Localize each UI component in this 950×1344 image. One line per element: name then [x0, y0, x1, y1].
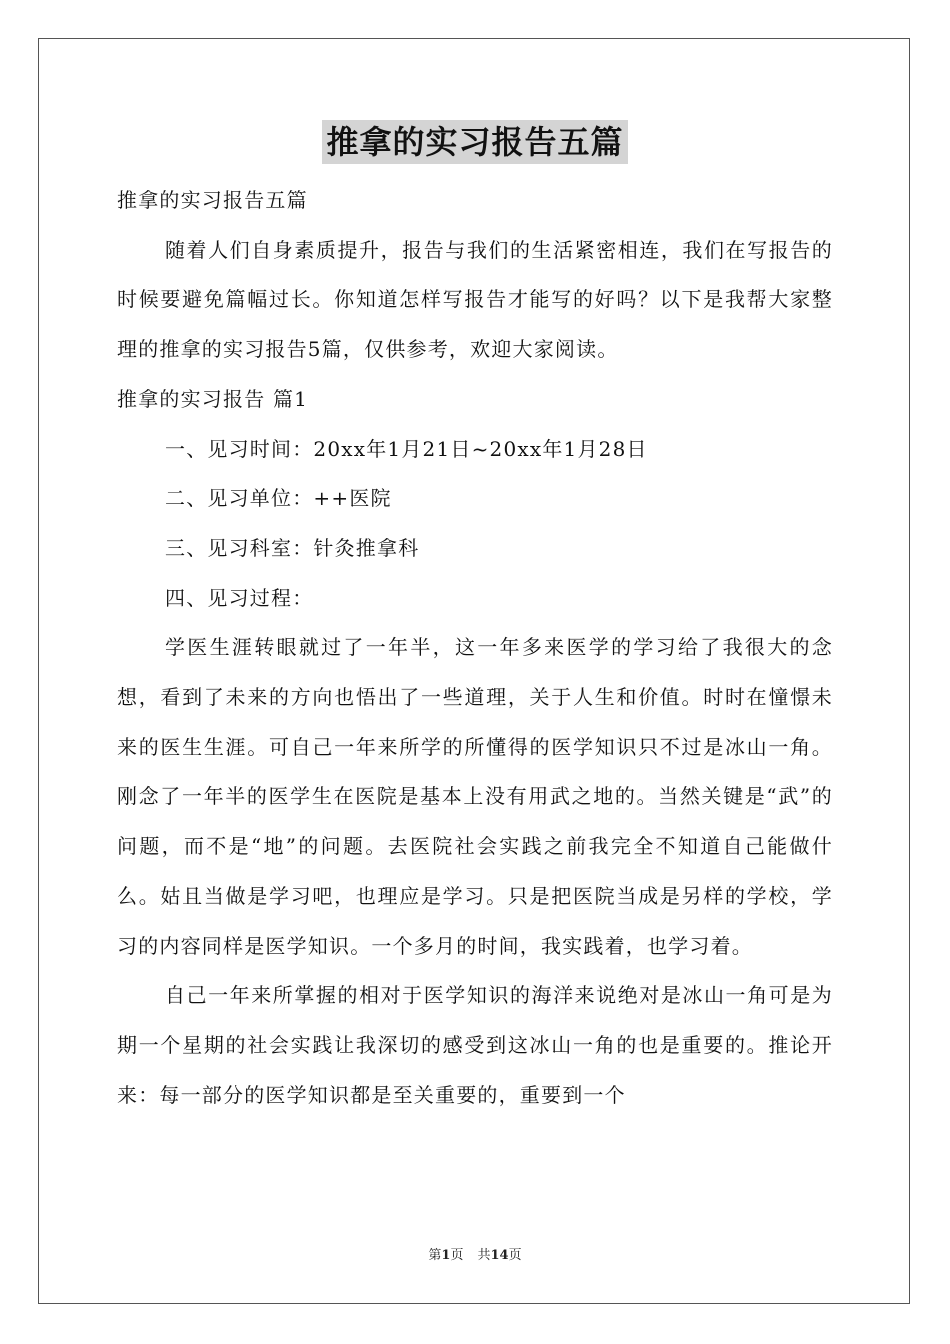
paragraph: 自己一年来所掌握的相对于医学知识的海洋来说绝对是冰山一角可是为期一个星期的社会实践让我深切的感受到这冰山一角的也是重要的。推论开来：每一部分的医学知识都是至关重要的，重要到一个 [117, 983, 833, 1107]
page-suffix: 页 [450, 1248, 464, 1263]
total-prefix: 共 [477, 1248, 491, 1263]
paragraph: 推拿的实习报告五篇 [117, 188, 308, 212]
page-footer [0, 1244, 950, 1263]
document-body [117, 176, 833, 1120]
paragraph: 二、见习单位：++医院 [165, 486, 392, 511]
paragraph: 四、见习过程： [165, 585, 314, 610]
paragraph: 学医生涯转眼就过了一年半，这一年多来医学的学习给了我很大的念想，看到了未来的方向也悟出了一些道理，关于人生和价值。时时在憧憬未来的医生生涯。可自己一年来所学的所懂得的医学知识只不过是冰山一角。刚念了一年半的医学生在医院是基本上没有用武之地的。当然关键是“武”的问题，而不是“地”的问题。去医院社会实践之前我完全不知道自己能做什么。姑且当做是学习吧，也理应是学习。只是把医院当成是另样的学校，学习的内容同样是医学知识。一个多月的时间，我实践着，也学习着。 [117, 635, 833, 958]
page-prefix: 第 [428, 1248, 442, 1263]
total-suffix: 页 [508, 1248, 522, 1263]
paragraph: 推拿的实习报告 篇1 [117, 386, 309, 411]
title-container [0, 120, 950, 164]
paragraph: 三、见习科室：针灸推拿科 [165, 535, 420, 560]
page-number: 1 [441, 1248, 451, 1263]
paragraph: 随着人们自身素质提升，报告与我们的生活紧密相连，我们在写报告的时候要避免篇幅过长。你知道怎样写报告才能写的好吗？以下是我帮大家整理的推拿的实习报告5篇，仅供参考，欢迎大家阅读。 [117, 237, 833, 362]
total-pages: 14 [490, 1248, 509, 1263]
paragraph: 一、见习时间：20xx年1月21日~20xx年1月28日 [165, 436, 648, 461]
document-title: 推拿的实习报告五篇 [322, 120, 627, 164]
